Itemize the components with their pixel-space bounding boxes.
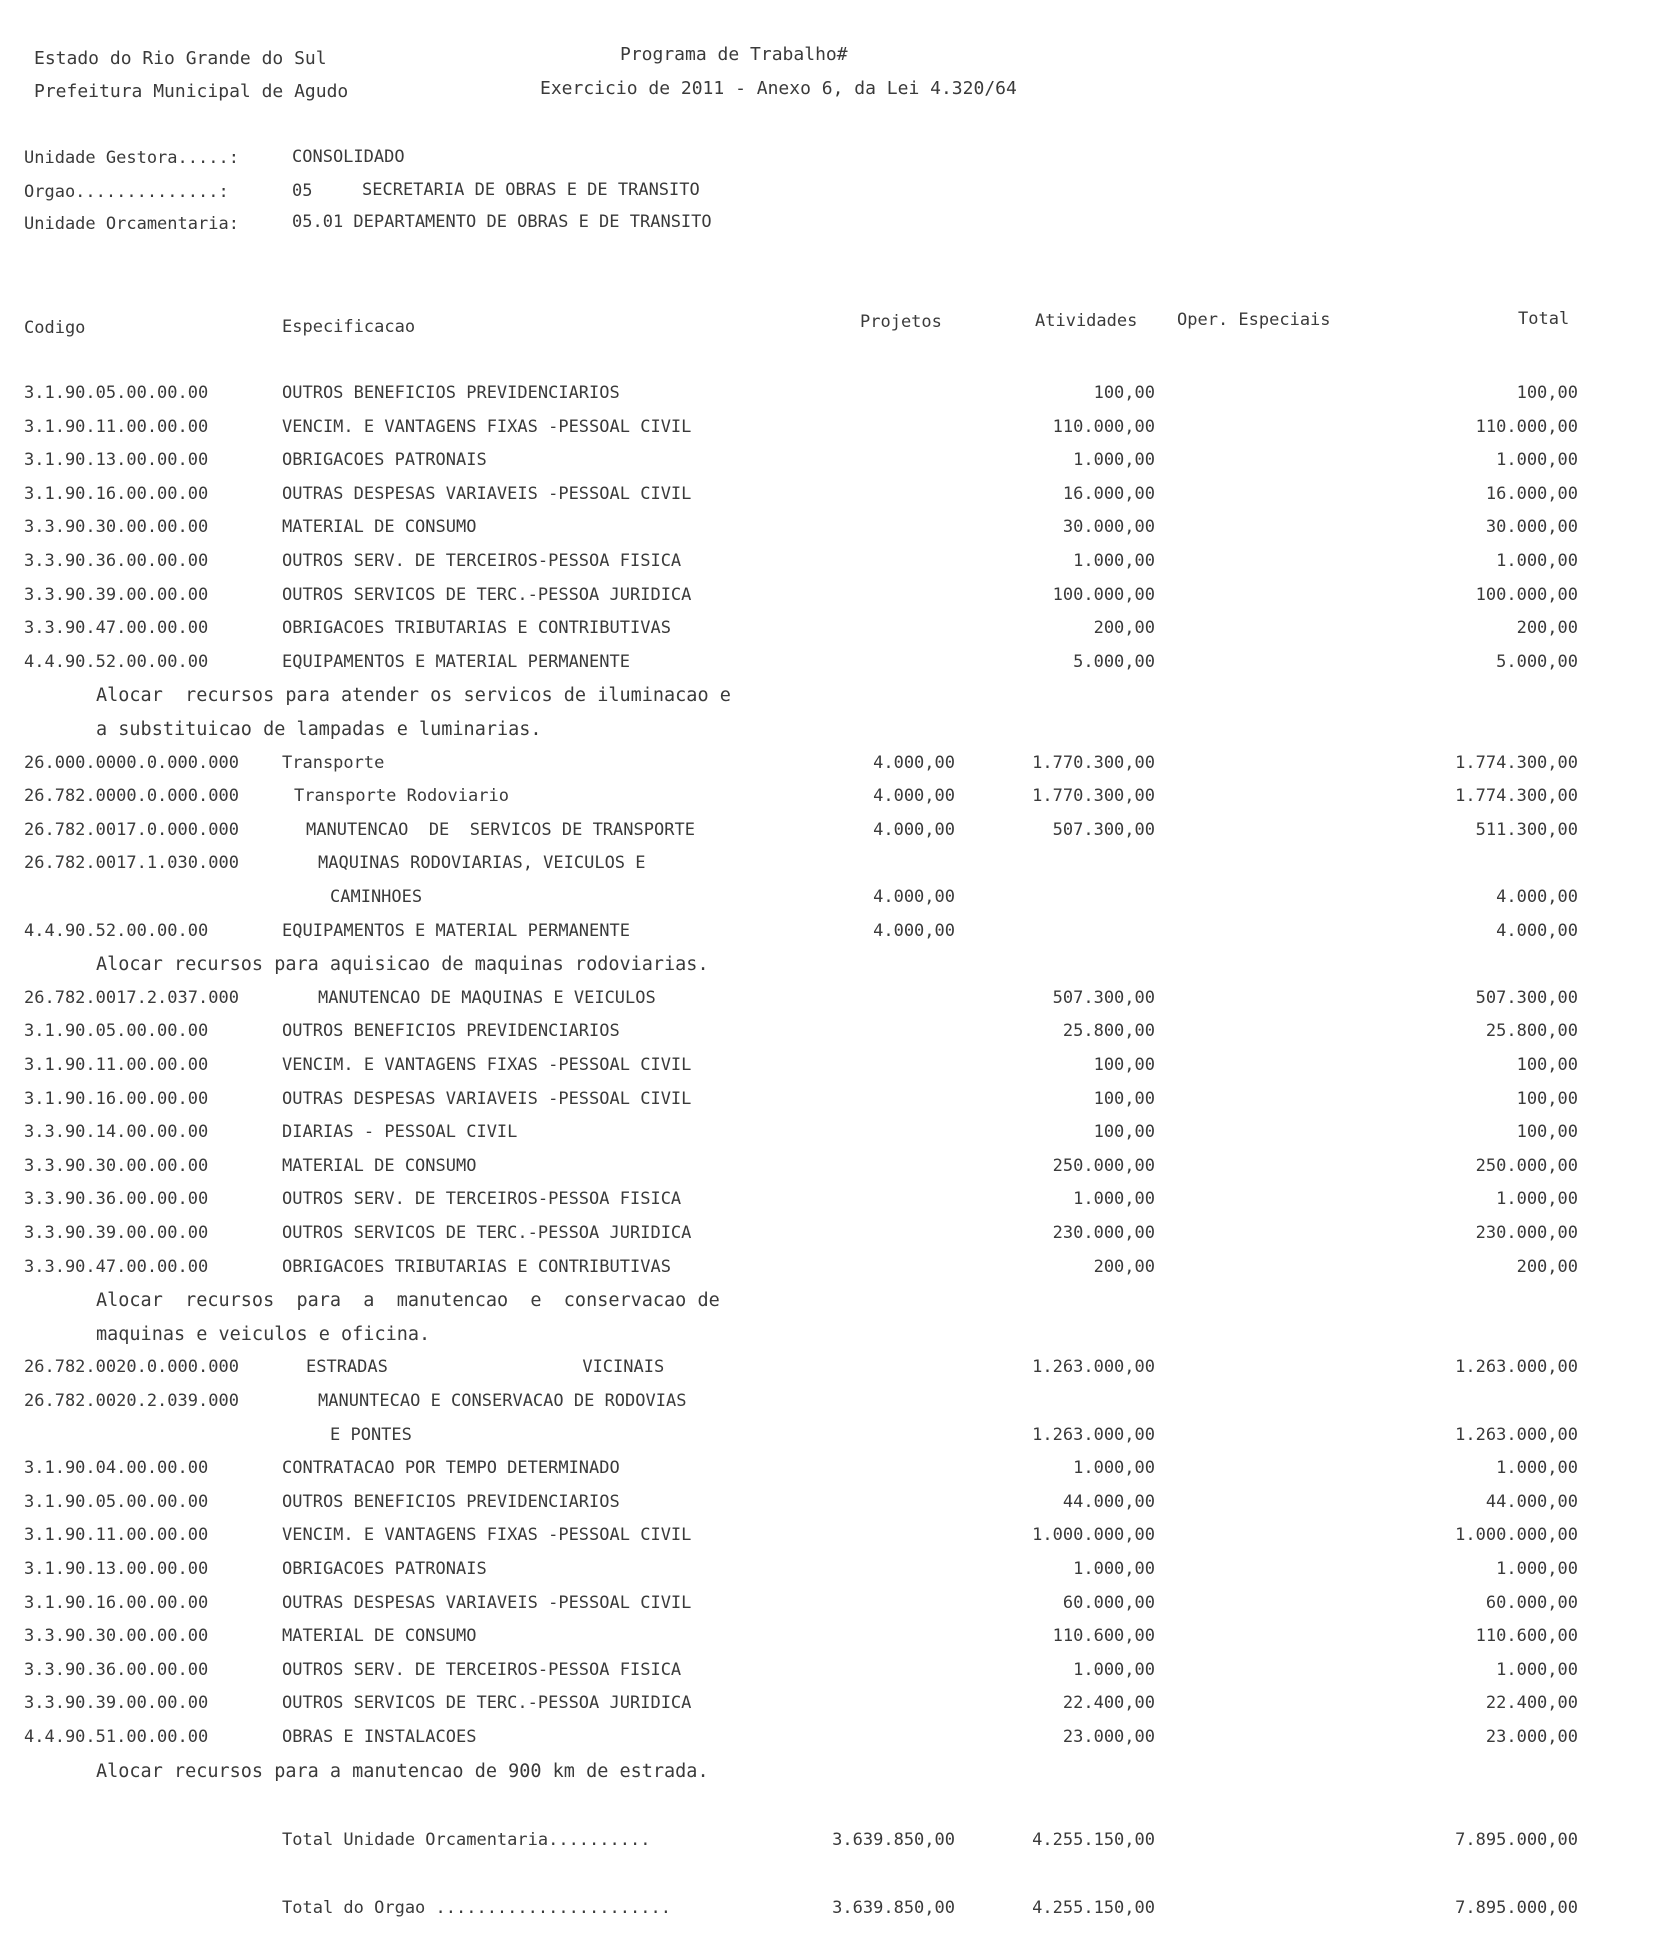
row-atividades-value: 1.000.000,00: [1032, 1525, 1155, 1546]
row-code: 3.3.90.36.00.00.00: [24, 1189, 209, 1210]
row-atividades-value: 44.000,00: [1062, 1491, 1155, 1512]
row-specification: OBRIGACOES PATRONAIS: [282, 450, 487, 471]
row-code: 3.1.90.05.00.00.00: [24, 1021, 209, 1042]
row-total-value: 100.000,00: [1475, 584, 1578, 605]
unidade-gestora-value: CONSOLIDADO: [292, 147, 405, 167]
row-specification: Transporte Rodoviario: [294, 786, 509, 807]
row-atividades-value: 1.000,00: [1073, 1189, 1155, 1210]
row-specification: OUTRAS DESPESAS VARIAVEIS -PESSOAL CIVIL: [282, 1088, 692, 1109]
unidade-orcamentaria-value: 05.01 DEPARTAMENTO DE OBRAS E DE TRANSITO: [292, 212, 712, 232]
row-specification: OUTROS SERVICOS DE TERC.-PESSOA JURIDICA: [282, 1693, 692, 1714]
row-total-value: 100,00: [1516, 1122, 1578, 1143]
row-total-value: 100,00: [1516, 1055, 1578, 1075]
column-header-atividades: Atividades: [1035, 311, 1138, 331]
row-code: 3.3.90.30.00.00.00: [24, 517, 209, 538]
column-header-oper-especiais: Oper. Especiais: [1177, 310, 1331, 330]
row-atividades-value: 25.800,00: [1062, 1021, 1155, 1042]
row-code: 3.3.90.14.00.00.00: [24, 1122, 209, 1143]
row-specification: OUTRAS DESPESAS VARIAVEIS -PESSOAL CIVIL: [282, 483, 692, 504]
total-projetos-value: 3.639.850,00: [832, 1830, 955, 1850]
row-total-value: 4.000,00: [1496, 887, 1578, 907]
row-specification: OUTROS SERVICOS DE TERC.-PESSOA JURIDICA: [282, 584, 692, 605]
row-total-value: 23.000,00: [1485, 1727, 1578, 1747]
row-atividades-value: 1.000,00: [1073, 1659, 1155, 1680]
row-total-value: 230.000,00: [1475, 1223, 1578, 1243]
row-projetos-value: 4.000,00: [873, 887, 955, 907]
row-code: 3.3.90.36.00.00.00: [24, 1659, 209, 1680]
row-total-value: 1.000,00: [1496, 450, 1578, 471]
row-code: 3.1.90.16.00.00.00: [24, 1592, 209, 1613]
row-projetos-value: 4.000,00: [873, 819, 955, 840]
row-specification: VENCIM. E VANTAGENS FIXAS -PESSOAL CIVIL: [282, 1055, 692, 1075]
row-atividades-value: 60.000,00: [1062, 1592, 1155, 1613]
row-code: 4.4.90.51.00.00.00: [24, 1727, 209, 1747]
row-code: 3.1.90.05.00.00.00: [24, 383, 209, 403]
row-atividades-value: 1.263.000,00: [1032, 1424, 1155, 1445]
orgao-code: 05: [292, 181, 313, 201]
row-specification: MATERIAL DE CONSUMO: [282, 1155, 477, 1176]
row-atividades-value: 200,00: [1093, 618, 1155, 639]
row-atividades-value: 100,00: [1093, 1122, 1155, 1143]
row-specification: OUTROS SERV. DE TERCEIROS-PESSOA FISICA: [282, 1189, 682, 1210]
row-atividades-value: 1.770.300,00: [1032, 786, 1155, 807]
row-total-value: 1.774.300,00: [1455, 752, 1578, 773]
row-code: 26.782.0017.2.037.000: [24, 987, 239, 1008]
row-code: 3.3.90.30.00.00.00: [24, 1155, 209, 1176]
row-total-value: 110.600,00: [1475, 1626, 1578, 1647]
row-total-value: 507.300,00: [1475, 987, 1578, 1008]
allocation-note: Alocar recursos para a manutencao e conservacao de: [96, 1290, 720, 1312]
row-atividades-value: 1.000,00: [1073, 551, 1155, 571]
total-projetos-value: 3.639.850,00: [832, 1898, 955, 1918]
row-projetos-value: 4.000,00: [873, 920, 955, 941]
column-header-codigo: Codigo: [24, 318, 86, 338]
row-specification: CAMINHOES: [330, 887, 423, 907]
row-code: 4.4.90.52.00.00.00: [24, 651, 209, 672]
row-code: 3.1.90.04.00.00.00: [24, 1458, 209, 1479]
row-total-value: 200,00: [1516, 1256, 1578, 1277]
row-total-value: 200,00: [1516, 618, 1578, 639]
row-specification: EQUIPAMENTOS E MATERIAL PERMANENTE: [282, 651, 630, 672]
row-specification: MANUNTECAO E CONSERVACAO DE RODOVIAS: [318, 1391, 687, 1411]
program-title: Programa de Trabalho#: [620, 44, 848, 65]
row-code: 3.1.90.11.00.00.00: [24, 1055, 209, 1075]
total-label: Total Unidade Orcamentaria..........: [282, 1830, 651, 1850]
row-total-value: 511.300,00: [1475, 819, 1578, 840]
row-atividades-value: 100.000,00: [1052, 584, 1155, 605]
orgao-name: SECRETARIA DE OBRAS E DE TRANSITO: [362, 180, 700, 200]
row-atividades-value: 1.000,00: [1073, 450, 1155, 471]
row-specification: OUTROS BENEFICIOS PREVIDENCIARIOS: [282, 383, 620, 403]
unidade-orcamentaria-label: Unidade Orcamentaria:: [24, 214, 239, 234]
row-code: 26.782.0020.2.039.000: [24, 1391, 239, 1411]
row-code: 3.3.90.47.00.00.00: [24, 1256, 209, 1277]
prefecture-name: Prefeitura Municipal de Agudo: [34, 81, 349, 102]
row-total-value: 110.000,00: [1475, 416, 1578, 437]
row-atividades-value: 250.000,00: [1052, 1155, 1155, 1176]
row-projetos-value: 4.000,00: [873, 752, 955, 773]
row-code: 3.1.90.13.00.00.00: [24, 1559, 209, 1579]
total-atividades-value: 4.255.150,00: [1032, 1830, 1155, 1850]
row-code: 3.3.90.36.00.00.00: [24, 551, 209, 571]
row-specification: OUTROS SERV. DE TERCEIROS-PESSOA FISICA: [282, 1659, 682, 1680]
row-specification: E PONTES: [330, 1424, 412, 1445]
row-total-value: 1.263.000,00: [1455, 1424, 1578, 1445]
row-specification: ESTRADAS VICINAIS: [306, 1357, 665, 1378]
row-atividades-value: 1.263.000,00: [1032, 1357, 1155, 1378]
row-total-value: 44.000,00: [1485, 1491, 1578, 1512]
row-specification: CONTRATACAO POR TEMPO DETERMINADO: [282, 1458, 620, 1479]
row-code: 3.3.90.30.00.00.00: [24, 1626, 209, 1647]
row-total-value: 1.000,00: [1496, 1659, 1578, 1680]
row-code: 3.1.90.16.00.00.00: [24, 483, 209, 504]
row-total-value: 60.000,00: [1485, 1592, 1578, 1613]
row-atividades-value: 22.400,00: [1062, 1693, 1155, 1714]
exercise-title: Exercicio de 2011 - Anexo 6, da Lei 4.320/64: [540, 78, 1017, 99]
row-code: 26.782.0017.0.000.000: [24, 819, 239, 840]
column-header-projetos: Projetos: [860, 312, 942, 332]
total-value: 7.895.000,00: [1455, 1898, 1578, 1918]
row-total-value: 1.000,00: [1496, 1458, 1578, 1479]
row-atividades-value: 507.300,00: [1052, 819, 1155, 840]
total-label: Total do Orgao .......................: [282, 1898, 671, 1918]
row-total-value: 250.000,00: [1475, 1155, 1578, 1176]
row-specification: Transporte: [282, 752, 385, 773]
row-atividades-value: 230.000,00: [1052, 1223, 1155, 1243]
row-specification: OBRAS E INSTALACOES: [282, 1727, 477, 1747]
row-total-value: 100,00: [1516, 1088, 1578, 1109]
allocation-note: maquinas e veiculos e oficina.: [96, 1323, 431, 1345]
row-specification: OBRIGACOES TRIBUTARIAS E CONTRIBUTIVAS: [282, 1256, 671, 1277]
row-code: 26.000.0000.0.000.000: [24, 752, 239, 773]
row-atividades-value: 5.000,00: [1073, 651, 1155, 672]
row-projetos-value: 4.000,00: [873, 786, 955, 807]
row-specification: MATERIAL DE CONSUMO: [282, 517, 477, 538]
row-code: 26.782.0017.1.030.000: [24, 853, 239, 874]
total-atividades-value: 4.255.150,00: [1032, 1898, 1155, 1918]
row-code: 3.1.90.05.00.00.00: [24, 1491, 209, 1512]
row-atividades-value: 1.000,00: [1073, 1458, 1155, 1479]
row-total-value: 100,00: [1516, 383, 1578, 403]
row-code: 3.3.90.39.00.00.00: [24, 1693, 209, 1714]
allocation-note: Alocar recursos para atender os servicos de iluminacao e: [96, 685, 731, 707]
row-total-value: 22.400,00: [1485, 1693, 1578, 1714]
orgao-label: Orgao..............:: [24, 182, 229, 202]
row-atividades-value: 507.300,00: [1052, 987, 1155, 1008]
row-code: 3.1.90.11.00.00.00: [24, 1525, 209, 1546]
row-atividades-value: 1.000,00: [1073, 1559, 1155, 1579]
allocation-note: a substituicao de lampadas e luminarias.: [96, 719, 542, 740]
row-total-value: 16.000,00: [1485, 483, 1578, 504]
row-total-value: 1.000,00: [1496, 551, 1578, 571]
row-code: 3.1.90.13.00.00.00: [24, 450, 209, 471]
row-specification: VENCIM. E VANTAGENS FIXAS -PESSOAL CIVIL: [282, 416, 692, 437]
row-specification: MATERIAL DE CONSUMO: [282, 1626, 477, 1647]
row-code: 3.3.90.47.00.00.00: [24, 618, 209, 639]
column-header-especificacao: Especificacao: [282, 317, 416, 337]
row-specification: OUTROS SERV. DE TERCEIROS-PESSOA FISICA: [282, 551, 682, 571]
row-code: 26.782.0020.0.000.000: [24, 1357, 239, 1378]
row-atividades-value: 1.770.300,00: [1032, 752, 1155, 773]
row-atividades-value: 16.000,00: [1062, 483, 1155, 504]
row-total-value: 25.800,00: [1485, 1021, 1578, 1042]
row-specification: DIARIAS - PESSOAL CIVIL: [282, 1122, 518, 1143]
row-specification: OUTROS BENEFICIOS PREVIDENCIARIOS: [282, 1491, 620, 1512]
row-total-value: 4.000,00: [1496, 920, 1578, 941]
allocation-note: Alocar recursos para a manutencao de 900 km de estrada.: [96, 1760, 709, 1782]
row-total-value: 5.000,00: [1496, 651, 1578, 672]
row-code: 3.1.90.16.00.00.00: [24, 1088, 209, 1109]
row-total-value: 1.000,00: [1496, 1559, 1578, 1579]
row-specification: OUTROS SERVICOS DE TERC.-PESSOA JURIDICA: [282, 1223, 692, 1243]
row-total-value: 30.000,00: [1485, 517, 1578, 538]
row-specification: MANUTENCAO DE SERVICOS DE TRANSPORTE: [306, 819, 695, 840]
row-code: 4.4.90.52.00.00.00: [24, 920, 209, 941]
row-total-value: 1.263.000,00: [1455, 1357, 1578, 1378]
row-total-value: 1.000,00: [1496, 1189, 1578, 1210]
row-specification: MANUTENCAO DE MAQUINAS E VEICULOS: [318, 987, 656, 1008]
row-specification: OUTRAS DESPESAS VARIAVEIS -PESSOAL CIVIL: [282, 1592, 692, 1613]
state-name: Estado do Rio Grande do Sul: [34, 48, 327, 69]
row-atividades-value: 110.600,00: [1052, 1626, 1155, 1647]
unidade-gestora-label: Unidade Gestora.....:: [24, 148, 239, 168]
row-specification: VENCIM. E VANTAGENS FIXAS -PESSOAL CIVIL: [282, 1525, 692, 1546]
allocation-note: Alocar recursos para aquisicao de maquinas rodoviarias.: [96, 954, 709, 976]
row-specification: OUTROS BENEFICIOS PREVIDENCIARIOS: [282, 1021, 620, 1042]
row-specification: OBRIGACOES PATRONAIS: [282, 1559, 487, 1579]
row-atividades-value: 200,00: [1093, 1256, 1155, 1277]
row-code: 3.1.90.11.00.00.00: [24, 416, 209, 437]
row-total-value: 1.000.000,00: [1455, 1525, 1578, 1546]
row-atividades-value: 30.000,00: [1062, 517, 1155, 538]
row-total-value: 1.774.300,00: [1455, 786, 1578, 807]
row-specification: OBRIGACOES TRIBUTARIAS E CONTRIBUTIVAS: [282, 618, 671, 639]
row-code: 3.3.90.39.00.00.00: [24, 584, 209, 605]
row-atividades-value: 100,00: [1093, 1055, 1155, 1075]
row-specification: EQUIPAMENTOS E MATERIAL PERMANENTE: [282, 920, 630, 941]
column-header-total: Total: [1518, 309, 1570, 329]
total-value: 7.895.000,00: [1455, 1830, 1578, 1850]
row-atividades-value: 100,00: [1093, 383, 1155, 403]
row-atividades-value: 110.000,00: [1052, 416, 1155, 437]
row-code: 26.782.0000.0.000.000: [24, 786, 239, 807]
row-atividades-value: 23.000,00: [1062, 1727, 1155, 1747]
row-specification: MAQUINAS RODOVIARIAS, VEICULOS E: [318, 853, 646, 874]
row-atividades-value: 100,00: [1093, 1088, 1155, 1109]
row-code: 3.3.90.39.00.00.00: [24, 1223, 209, 1243]
